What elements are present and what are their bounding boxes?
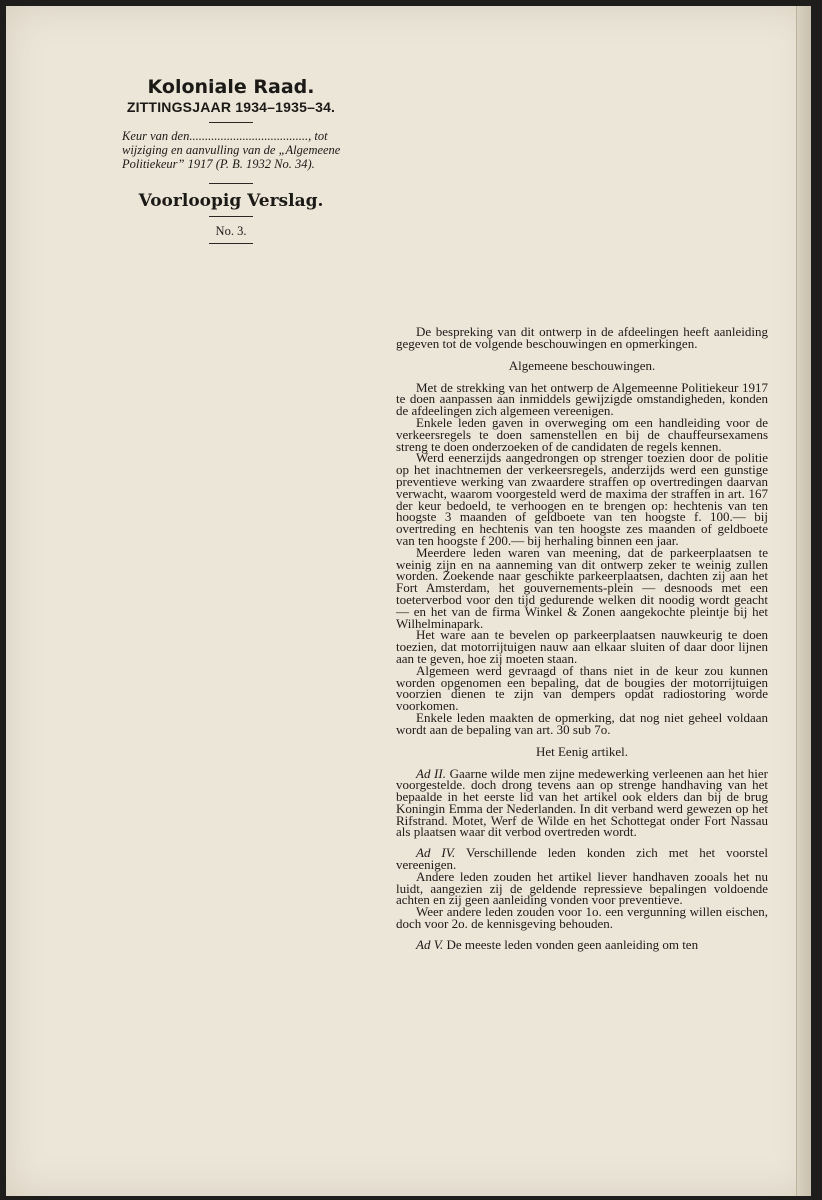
paragraph: Algemeen werd gevraagd of thans niet in de keur zou kunnen worden opgenomen een bepaling, dat de bougies der motorrijtuigen voorzien dienen te zijn van dempers opdat radiostoring worde voorkomen.	[396, 662, 768, 714]
document-page	[6, 6, 811, 1196]
divider	[209, 122, 253, 123]
ad-text: De meeste leden vonden geen aanleiding om ten	[443, 936, 699, 952]
paragraph: Met de strekking van het ontwerp de Algemeenne Politiekeur 1917 te doen aanpassen aan inmiddels gewijzigde omstandigheden, konden de afdeelingen zich algemeen vereenigen.	[396, 379, 768, 419]
council-title: Koloniale Raad.	[147, 76, 315, 98]
ad-text: Gaarne wilde men zijne medewerking verleenen aan het hier voorgestelde. doch drong tevens aan op strenge handhaving van het bepaalde in het eerste lid van het artikel ook elders dan bij de brug Koningin Emma der Nederlanden. In dit verband werd gewezen op het Rifstrand. Motet, Werf de Wilde en het Schottegat onder Fort Nassau als plaatsen waar dit verbod overtreden wordt.	[396, 765, 768, 840]
divider	[209, 243, 253, 244]
paragraph: Het ware aan te bevelen op parkeerplaatsen nauwkeurig te doen toezien, dat motorrijtuigen nauw aan elkaar sluiten of daar door lijnen aan te geven, hoe zij moeten staan.	[396, 627, 768, 666]
divider	[209, 183, 253, 184]
paragraph: Meerdere leden waren van meening, dat de parkeerplaatsen te weinig zijn en na aanneming van dit ontwerp zeker te weinig zullen worden. Zoekende naar geschikte parkeerplaatsen, dachten zij aan het Fort Amsterdam, het gouvernements-plein — desnoods met een toeterverbod voor den tijd gedurende welken dit noodig wordt geacht — en het van de firma Winkel & Zonen aangekochte pleintje bij het Wilhelminapark.	[396, 544, 768, 631]
paragraph: Werd eenerzijds aangedrongen op strenger toezien door de politie op het inachtnemen der verkeersregels, anderzijds werd een gunstige preventieve werking van zwaardere straffen op overtredingen daarvan verwacht, waarom voorgesteld werd de maxima der straffen in art. 167 der keur bedoeld, te verhoogen en te brengen op: hechtenis van ten hoogste 3 maanden of geldboete van ten hoogste f. 100.— bij overtreding en hechtenis van ten hoogste zes maanden of geldboete van ten hoogste f 200.— bij herhaling binnen een jaar.	[396, 450, 768, 548]
section-heading-article: Het Eenig artikel.	[535, 743, 629, 759]
report-body	[396, 326, 768, 951]
page-edge	[796, 6, 811, 1196]
ad-label: Ad IV.	[416, 845, 456, 861]
ad-label: Ad II.	[416, 765, 446, 781]
paragraph: Enkele leden maakten de opmerking, dat nog niet geheel voldaan wordt aan de bepaling van art. 30 sub 7o.	[396, 709, 768, 737]
section-heading-general: Algemeene beschouwingen.	[508, 357, 656, 373]
session-year: ZITTINGSJAAR 1934–1935–34.	[126, 99, 336, 115]
paragraph: Weer andere leden zouden voor 1o. een vergunning willen eischen, doch voor 2o. de kennisgeving behouden.	[396, 904, 768, 932]
report-title: Voorloopig Verslag.	[138, 191, 324, 211]
paragraph: Enkele leden gaven in overweging om een handleiding voor de verkeersregels te doen samenstellen en bij de chauffeursexamens streng te doen onderzoeken of de candidaten de regels kennen.	[396, 414, 768, 454]
intro-paragraph: De bespreking van dit ontwerp in de afdeelingen heeft aanleiding gegeven tot de volgende beschouwingen en opmerkingen.	[396, 324, 768, 351]
ad-text: Verschillende leden konden zich met het voorstel vereenigen.	[396, 845, 768, 873]
ad-label: Ad V.	[416, 936, 444, 952]
paragraph-ad-v	[396, 936, 768, 952]
report-number: No. 3.	[215, 224, 247, 238]
divider	[209, 216, 253, 217]
paragraph-ad-ii	[396, 765, 768, 840]
document-header	[106, 76, 356, 250]
subject-line: Keur van den......................................, tot wijziging en aanvulling van de „Algemeene Politiekeur” 1917 (P. B. 1932 No. 34).	[122, 129, 341, 171]
paragraph: Andere leden zouden het artikel liever handhaven zooals het nu luidt, aangezien zij de geldende repressieve bepalingen voldoende achten en zij geen aanleiding vonden voor preventieve.	[396, 868, 768, 908]
paragraph-ad-iv	[396, 847, 768, 871]
